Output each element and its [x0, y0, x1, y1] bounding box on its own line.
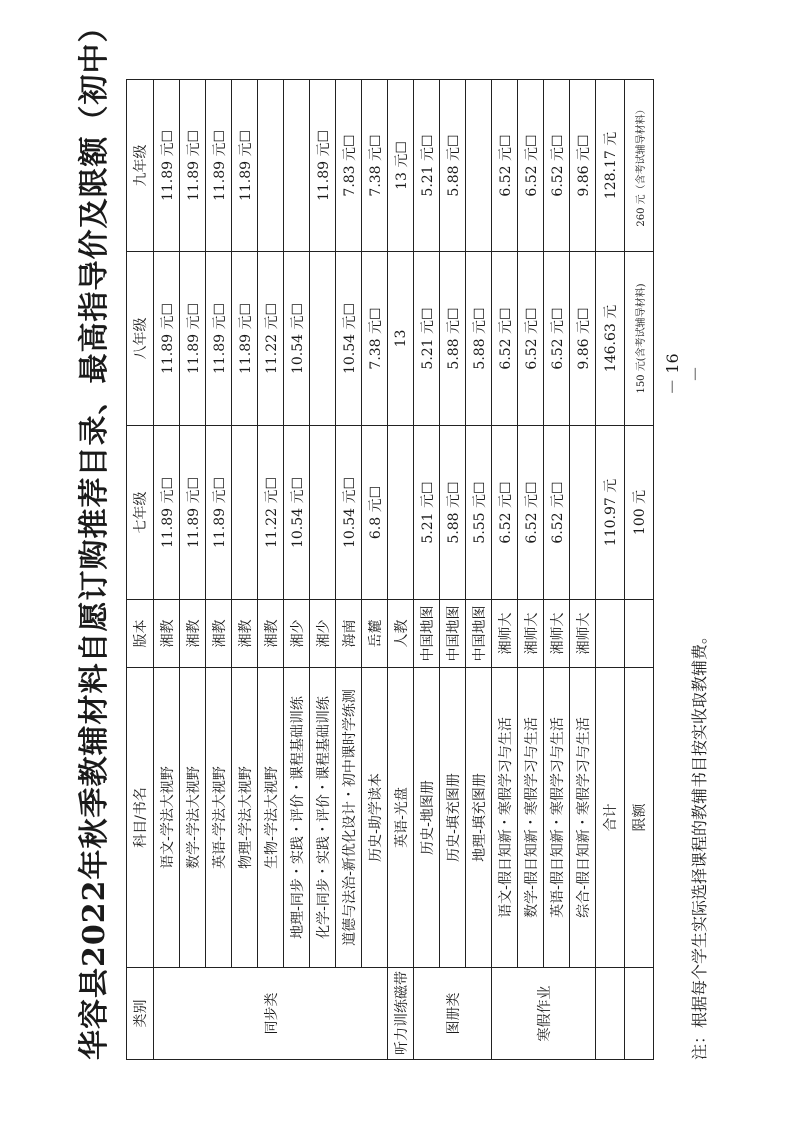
- publisher: 湘少: [310, 600, 336, 668]
- price-grade-7: 5.21 元☐: [414, 426, 440, 600]
- book-name: 道德与法治-新优化设计・初中课时学练测: [336, 668, 362, 968]
- category-sync: 同步类: [154, 968, 388, 1060]
- price-grade-8: 11.89 元☐: [206, 252, 232, 426]
- price-grade-8: 6.52 元☐: [518, 252, 544, 426]
- limit-row: [625, 80, 654, 1060]
- price-grade-7: [570, 426, 596, 600]
- price-grade-9: 9.86 元☐: [570, 80, 596, 252]
- price-grade-9: 7.83 元☐: [336, 80, 362, 252]
- table-row: [336, 80, 362, 1060]
- price-grade-7: 5.55 元☐: [466, 426, 492, 600]
- rotated-page-content: [70, 11, 730, 1060]
- book-name: 数学-假日知新・寒假学习与生活: [518, 668, 544, 968]
- header-category: 类别: [127, 968, 154, 1060]
- price-grade-9: 6.52 元☐: [492, 80, 518, 252]
- table-row: [310, 80, 336, 1060]
- table-row: [492, 80, 518, 1060]
- price-grade-8: 11.89 元☐: [154, 252, 180, 426]
- table-header-row: [127, 80, 154, 1060]
- price-grade-7: 11.22 元☐: [258, 426, 284, 600]
- table-row: [570, 80, 596, 1060]
- limit-label: 限额: [625, 668, 654, 968]
- price-grade-8: 9.86 元☐: [570, 252, 596, 426]
- header-subject: 科目/书名: [127, 668, 154, 968]
- price-grade-7: 6.52 元☐: [492, 426, 518, 600]
- book-name: 综合-假日知新・寒假学习与生活: [570, 668, 596, 968]
- table-row: [258, 80, 284, 1060]
- price-grade-9: 11.89 元☐: [154, 80, 180, 252]
- publisher: 湘教: [154, 600, 180, 668]
- price-table: [126, 79, 654, 1060]
- price-grade-8: 11.22 元☐: [258, 252, 284, 426]
- publisher: 中国地图: [466, 600, 492, 668]
- price-grade-9: [258, 80, 284, 252]
- price-grade-8: 5.21 元☐: [414, 252, 440, 426]
- book-name: 历史-填充图册: [440, 668, 466, 968]
- table-row: [414, 80, 440, 1060]
- total-label: 合计: [596, 668, 625, 968]
- publisher: 湘教: [232, 600, 258, 668]
- price-grade-7: 5.88 元☐: [440, 426, 466, 600]
- price-grade-7: [388, 426, 414, 600]
- total-blank-cell: [596, 968, 625, 1060]
- table-row: [232, 80, 258, 1060]
- table-row: [466, 80, 492, 1060]
- price-grade-9: 5.21 元☐: [414, 80, 440, 252]
- table-row: [544, 80, 570, 1060]
- publisher: 湘教: [258, 600, 284, 668]
- book-name: 英语-学法大视野: [206, 668, 232, 968]
- price-grade-7: 10.54 元☐: [284, 426, 310, 600]
- book-name: 英语-假日知新・寒假学习与生活: [544, 668, 570, 968]
- footnote: 注：根据每个学生实际选择课程的教辅书目按实收取教辅费。: [690, 627, 709, 1060]
- price-grade-8: 10.54 元☐: [284, 252, 310, 426]
- book-name: 物理-学法大视野: [232, 668, 258, 968]
- publisher: 湘教: [180, 600, 206, 668]
- price-grade-9: 6.52 元☐: [544, 80, 570, 252]
- book-name: 历史-地图册: [414, 668, 440, 968]
- publisher: 湘教: [206, 600, 232, 668]
- limit-grade-8: 150 元(含考试辅导材料): [625, 252, 654, 426]
- price-grade-9: 11.89 元☐: [232, 80, 258, 252]
- book-name: 生物-学法大视野: [258, 668, 284, 968]
- price-grade-8: 10.54 元☐: [336, 252, 362, 426]
- price-grade-7: 6.52 元☐: [518, 426, 544, 600]
- price-grade-9: 5.88 元☐: [440, 80, 466, 252]
- price-grade-8: 5.88 元☐: [466, 252, 492, 426]
- category-winter: 寒假作业: [492, 968, 596, 1060]
- category-atlas: 图册类: [414, 968, 492, 1060]
- publisher: 中国地图: [414, 600, 440, 668]
- publisher: 湘少: [284, 600, 310, 668]
- price-grade-7: 6.8 元☐: [362, 426, 388, 600]
- table-row: [206, 80, 232, 1060]
- price-grade-9: 11.89 元☐: [310, 80, 336, 252]
- book-name: 历史-助学读本: [362, 668, 388, 968]
- table-row: [388, 80, 414, 1060]
- price-grade-9: 11.89 元☐: [180, 80, 206, 252]
- total-grade-7: 110.97 元: [596, 426, 625, 600]
- category-listening: 听力训练磁带: [388, 968, 414, 1060]
- limit-grade-9: 260 元（含考试辅导材料）: [625, 80, 654, 252]
- publisher: 海南: [336, 600, 362, 668]
- price-grade-7: 11.89 元☐: [154, 426, 180, 600]
- price-grade-8: 6.52 元☐: [492, 252, 518, 426]
- page-number: － 16 －: [663, 353, 705, 395]
- publisher: 人教: [388, 600, 414, 668]
- header-grade-7: 七年级: [127, 426, 154, 600]
- book-name: 英语-光盘: [388, 668, 414, 968]
- price-grade-8: 11.89 元☐: [232, 252, 258, 426]
- total-grade-9: 128.17 元: [596, 80, 625, 252]
- table-row: [180, 80, 206, 1060]
- limit-grade-7: 100 元: [625, 426, 654, 600]
- book-name: 语文-假日知新・寒假学习与生活: [492, 668, 518, 968]
- limit-blank-cell: [625, 600, 654, 668]
- publisher: 湘师大: [544, 600, 570, 668]
- price-grade-7: 11.89 元☐: [180, 426, 206, 600]
- price-grade-9: 13 元☐: [388, 80, 414, 252]
- publisher: 湘师大: [492, 600, 518, 668]
- total-row: [596, 80, 625, 1060]
- price-grade-9: 11.89 元☐: [206, 80, 232, 252]
- header-grade-8: 八年级: [127, 252, 154, 426]
- book-name: 地理-填充图册: [466, 668, 492, 968]
- publisher: 中国地图: [440, 600, 466, 668]
- book-name: 化学-同步・实践・评价・课程基础训练: [310, 668, 336, 968]
- header-grade-9: 九年级: [127, 80, 154, 252]
- table-row: [362, 80, 388, 1060]
- book-name: 数学-学法大视野: [180, 668, 206, 968]
- price-grade-8: 6.52 元☐: [544, 252, 570, 426]
- price-grade-9: [466, 80, 492, 252]
- price-grade-9: 7.38 元☐: [362, 80, 388, 252]
- document-title: 华容县2022年秋季教辅材料自愿订购推荐目录、最高指导价及限额（初中）: [77, 11, 112, 1060]
- price-grade-7: 10.54 元☐: [336, 426, 362, 600]
- table-row: [154, 80, 180, 1060]
- price-grade-7: 11.89 元☐: [206, 426, 232, 600]
- table-row: [518, 80, 544, 1060]
- price-grade-8: 11.89 元☐: [180, 252, 206, 426]
- total-blank-cell: [596, 600, 625, 668]
- book-name: 语文-学法大视野: [154, 668, 180, 968]
- publisher: 湘师大: [518, 600, 544, 668]
- limit-blank-cell: [625, 968, 654, 1060]
- book-name: 地理-同步・实践・评价・课程基础训练: [284, 668, 310, 968]
- price-grade-8: [310, 252, 336, 426]
- publisher: 岳麓: [362, 600, 388, 668]
- price-grade-7: [310, 426, 336, 600]
- price-grade-9: 6.52 元☐: [518, 80, 544, 252]
- publisher: 湘师大: [570, 600, 596, 668]
- table-row: [284, 80, 310, 1060]
- price-grade-7: [232, 426, 258, 600]
- table-row: [440, 80, 466, 1060]
- price-grade-8: 5.88 元☐: [440, 252, 466, 426]
- total-grade-8: 146.63 元: [596, 252, 625, 426]
- price-grade-8: 13: [388, 252, 414, 426]
- price-grade-7: 6.52 元☐: [544, 426, 570, 600]
- price-grade-9: [284, 80, 310, 252]
- header-publisher: 版本: [127, 600, 154, 668]
- price-grade-8: 7.38 元☐: [362, 252, 388, 426]
